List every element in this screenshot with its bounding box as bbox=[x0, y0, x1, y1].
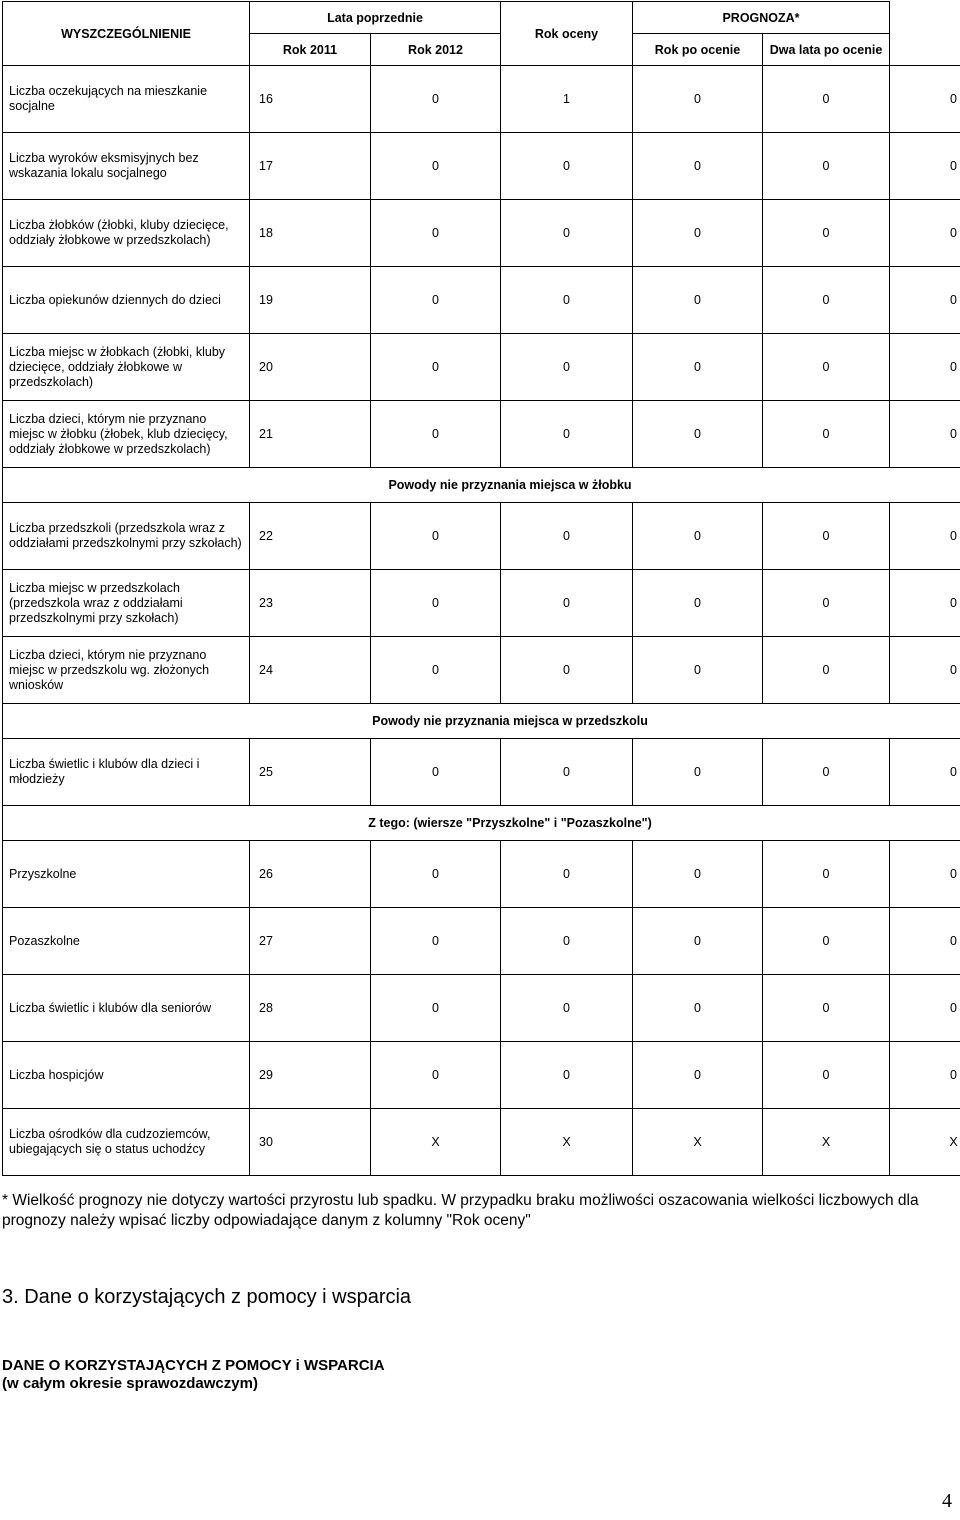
header-past-years: Lata poprzednie bbox=[250, 2, 501, 34]
value-cell: 0 bbox=[371, 841, 501, 908]
header-blank bbox=[890, 34, 960, 66]
row-number: 19 bbox=[250, 267, 371, 334]
row-number: 25 bbox=[250, 739, 371, 806]
value-cell: 0 bbox=[763, 908, 890, 975]
value-cell: 0 bbox=[633, 975, 763, 1042]
section-preschool-reasons: Powody nie przyznania miejsca w przedszkolu bbox=[3, 704, 960, 739]
row-number: 24 bbox=[250, 637, 371, 704]
row-number: 17 bbox=[250, 133, 371, 200]
header-eval-year: Rok oceny bbox=[501, 2, 633, 66]
value-cell: 0 bbox=[633, 908, 763, 975]
value-cell: 0 bbox=[633, 133, 763, 200]
sub-heading bbox=[2, 1357, 385, 1393]
table-row bbox=[3, 975, 960, 1042]
value-cell: X bbox=[371, 1109, 501, 1176]
value-cell: 0 bbox=[890, 1042, 960, 1109]
table-row bbox=[3, 503, 960, 570]
header-two-after: Dwa lata po ocenie bbox=[763, 34, 890, 66]
row-label: Liczba hospicjów bbox=[3, 1042, 250, 1109]
data-table bbox=[2, 1, 960, 1176]
value-cell: 0 bbox=[501, 200, 633, 267]
value-cell: 0 bbox=[371, 66, 501, 133]
value-cell: 0 bbox=[890, 739, 960, 806]
table-row bbox=[3, 401, 960, 468]
value-cell: 0 bbox=[371, 1042, 501, 1109]
value-cell: 0 bbox=[371, 200, 501, 267]
row-number: 29 bbox=[250, 1042, 371, 1109]
value-cell: 0 bbox=[890, 200, 960, 267]
row-number: 22 bbox=[250, 503, 371, 570]
value-cell: 0 bbox=[890, 908, 960, 975]
value-cell: 0 bbox=[633, 334, 763, 401]
value-cell: 0 bbox=[501, 570, 633, 637]
value-cell: 0 bbox=[633, 200, 763, 267]
header-year-2011: Rok 2011 bbox=[250, 34, 371, 66]
value-cell: 0 bbox=[633, 267, 763, 334]
sub-heading-line: DANE O KORZYSTAJĄCYCH Z POMOCY i WSPARCIA bbox=[2, 1357, 385, 1374]
value-cell: 0 bbox=[371, 334, 501, 401]
value-cell: 0 bbox=[763, 133, 890, 200]
row-label: Przyszkolne bbox=[3, 841, 250, 908]
table-row bbox=[3, 267, 960, 334]
table-row bbox=[3, 908, 960, 975]
value-cell: 0 bbox=[371, 503, 501, 570]
header-blank bbox=[890, 2, 960, 34]
value-cell: 0 bbox=[763, 841, 890, 908]
row-number: 27 bbox=[250, 908, 371, 975]
row-label: Liczba dzieci, którym nie przyznano miejsc w żłobku (żłobek, klub dziecięcy, oddziały żłobkowe w przedszkolach) bbox=[3, 401, 250, 468]
table-row bbox=[3, 1042, 960, 1109]
value-cell: 0 bbox=[763, 1042, 890, 1109]
row-label: Liczba opiekunów dziennych do dzieci bbox=[3, 267, 250, 334]
value-cell: 0 bbox=[371, 975, 501, 1042]
header-year-2012: Rok 2012 bbox=[371, 34, 501, 66]
section-nursery-reasons: Powody nie przyznania miejsca w żłobku bbox=[3, 468, 960, 503]
value-cell: 0 bbox=[763, 334, 890, 401]
table-row bbox=[3, 200, 960, 267]
value-cell: 0 bbox=[763, 975, 890, 1042]
value-cell: 0 bbox=[890, 637, 960, 704]
row-number: 28 bbox=[250, 975, 371, 1042]
value-cell: 0 bbox=[890, 570, 960, 637]
table-row bbox=[3, 637, 960, 704]
row-label: Liczba miejsc w przedszkolach (przedszkola wraz z oddziałami przedszkolnymi przy szkołach) bbox=[3, 570, 250, 637]
value-cell: 0 bbox=[890, 503, 960, 570]
table-row bbox=[3, 841, 960, 908]
row-number: 18 bbox=[250, 200, 371, 267]
value-cell: 0 bbox=[371, 267, 501, 334]
value-cell: 0 bbox=[890, 66, 960, 133]
value-cell: 0 bbox=[763, 570, 890, 637]
header-wyszczegolnienie: WYSZCZEGÓLNIENIE bbox=[3, 2, 250, 66]
value-cell: 0 bbox=[890, 267, 960, 334]
value-cell: 0 bbox=[890, 401, 960, 468]
table-row bbox=[3, 570, 960, 637]
value-cell: 0 bbox=[501, 739, 633, 806]
row-number: 21 bbox=[250, 401, 371, 468]
sub-heading-line: (w całym okresie sprawozdawczym) bbox=[2, 1375, 258, 1392]
value-cell: 0 bbox=[501, 267, 633, 334]
row-label: Liczba świetlic i klubów dla dzieci i młodzieży bbox=[3, 739, 250, 806]
value-cell: X bbox=[633, 1109, 763, 1176]
row-label: Liczba dzieci, którym nie przyznano miejsc w przedszkolu wg. złożonych wniosków bbox=[3, 637, 250, 704]
value-cell: 0 bbox=[371, 908, 501, 975]
row-label: Liczba oczekujących na mieszkanie socjalne bbox=[3, 66, 250, 133]
section-heading: 3. Dane o korzystających z pomocy i wsparcia bbox=[2, 1286, 412, 1308]
value-cell: 0 bbox=[501, 1042, 633, 1109]
value-cell: 0 bbox=[501, 334, 633, 401]
header-forecast: PROGNOZA* bbox=[633, 2, 890, 34]
value-cell: X bbox=[763, 1109, 890, 1176]
row-number: 20 bbox=[250, 334, 371, 401]
row-label: Liczba wyroków eksmisyjnych bez wskazania lokalu socjalnego bbox=[3, 133, 250, 200]
row-number: 26 bbox=[250, 841, 371, 908]
value-cell: 0 bbox=[501, 841, 633, 908]
value-cell: 0 bbox=[763, 739, 890, 806]
value-cell: 0 bbox=[501, 908, 633, 975]
row-label: Liczba świetlic i klubów dla seniorów bbox=[3, 975, 250, 1042]
row-number: 16 bbox=[250, 66, 371, 133]
value-cell: 0 bbox=[890, 975, 960, 1042]
value-cell: 0 bbox=[633, 841, 763, 908]
section-of-which: Z tego: (wiersze "Przyszkolne" i "Pozaszkolne") bbox=[3, 806, 960, 841]
table-row bbox=[3, 1109, 960, 1176]
value-cell: 0 bbox=[501, 133, 633, 200]
value-cell: 0 bbox=[633, 637, 763, 704]
value-cell: 0 bbox=[763, 200, 890, 267]
row-label: Liczba miejsc w żłobkach (żłobki, kluby dziecięce, oddziały żłobkowe w przedszkolach) bbox=[3, 334, 250, 401]
value-cell: 0 bbox=[763, 401, 890, 468]
table-row bbox=[3, 334, 960, 401]
row-label: Liczba przedszkoli (przedszkola wraz z oddziałami przedszkolnymi przy szkołach) bbox=[3, 503, 250, 570]
row-label: Pozaszkolne bbox=[3, 908, 250, 975]
value-cell: 0 bbox=[633, 739, 763, 806]
value-cell: 0 bbox=[763, 267, 890, 334]
value-cell: 0 bbox=[763, 637, 890, 704]
row-label: Liczba ośrodków dla cudzoziemców, ubiegających się o status uchodźcy bbox=[3, 1109, 250, 1176]
forecast-footnote: * Wielkość prognozy nie dotyczy wartości przyrostu lub spadku. W przypadku braku możliwości oszacowania wielkości liczbowych dla prognozy należy wpisać liczby odpowiadające danym z kolumny "Rok oceny" bbox=[2, 1192, 919, 1229]
value-cell: X bbox=[501, 1109, 633, 1176]
value-cell: 0 bbox=[890, 133, 960, 200]
value-cell: 0 bbox=[501, 975, 633, 1042]
value-cell: 0 bbox=[501, 637, 633, 704]
row-number: 23 bbox=[250, 570, 371, 637]
value-cell: X bbox=[890, 1109, 960, 1176]
header-after-eval: Rok po ocenie bbox=[633, 34, 763, 66]
table-row bbox=[3, 133, 960, 200]
value-cell: 0 bbox=[371, 570, 501, 637]
value-cell: 0 bbox=[633, 1042, 763, 1109]
value-cell: 0 bbox=[371, 401, 501, 468]
page-number: 4 bbox=[942, 1490, 952, 1512]
value-cell: 0 bbox=[633, 503, 763, 570]
value-cell: 0 bbox=[890, 841, 960, 908]
value-cell: 0 bbox=[501, 503, 633, 570]
row-label: Liczba żłobków (żłobki, kluby dziecięce, oddziały żłobkowe w przedszkolach) bbox=[3, 200, 250, 267]
table-row bbox=[3, 739, 960, 806]
value-cell: 0 bbox=[501, 401, 633, 468]
table-row bbox=[3, 66, 960, 133]
value-cell: 0 bbox=[890, 334, 960, 401]
value-cell: 0 bbox=[763, 66, 890, 133]
row-number: 30 bbox=[250, 1109, 371, 1176]
value-cell: 1 bbox=[501, 66, 633, 133]
value-cell: 0 bbox=[371, 637, 501, 704]
value-cell: 0 bbox=[633, 570, 763, 637]
value-cell: 0 bbox=[633, 66, 763, 133]
value-cell: 0 bbox=[633, 401, 763, 468]
value-cell: 0 bbox=[763, 503, 890, 570]
value-cell: 0 bbox=[371, 133, 501, 200]
value-cell: 0 bbox=[371, 739, 501, 806]
